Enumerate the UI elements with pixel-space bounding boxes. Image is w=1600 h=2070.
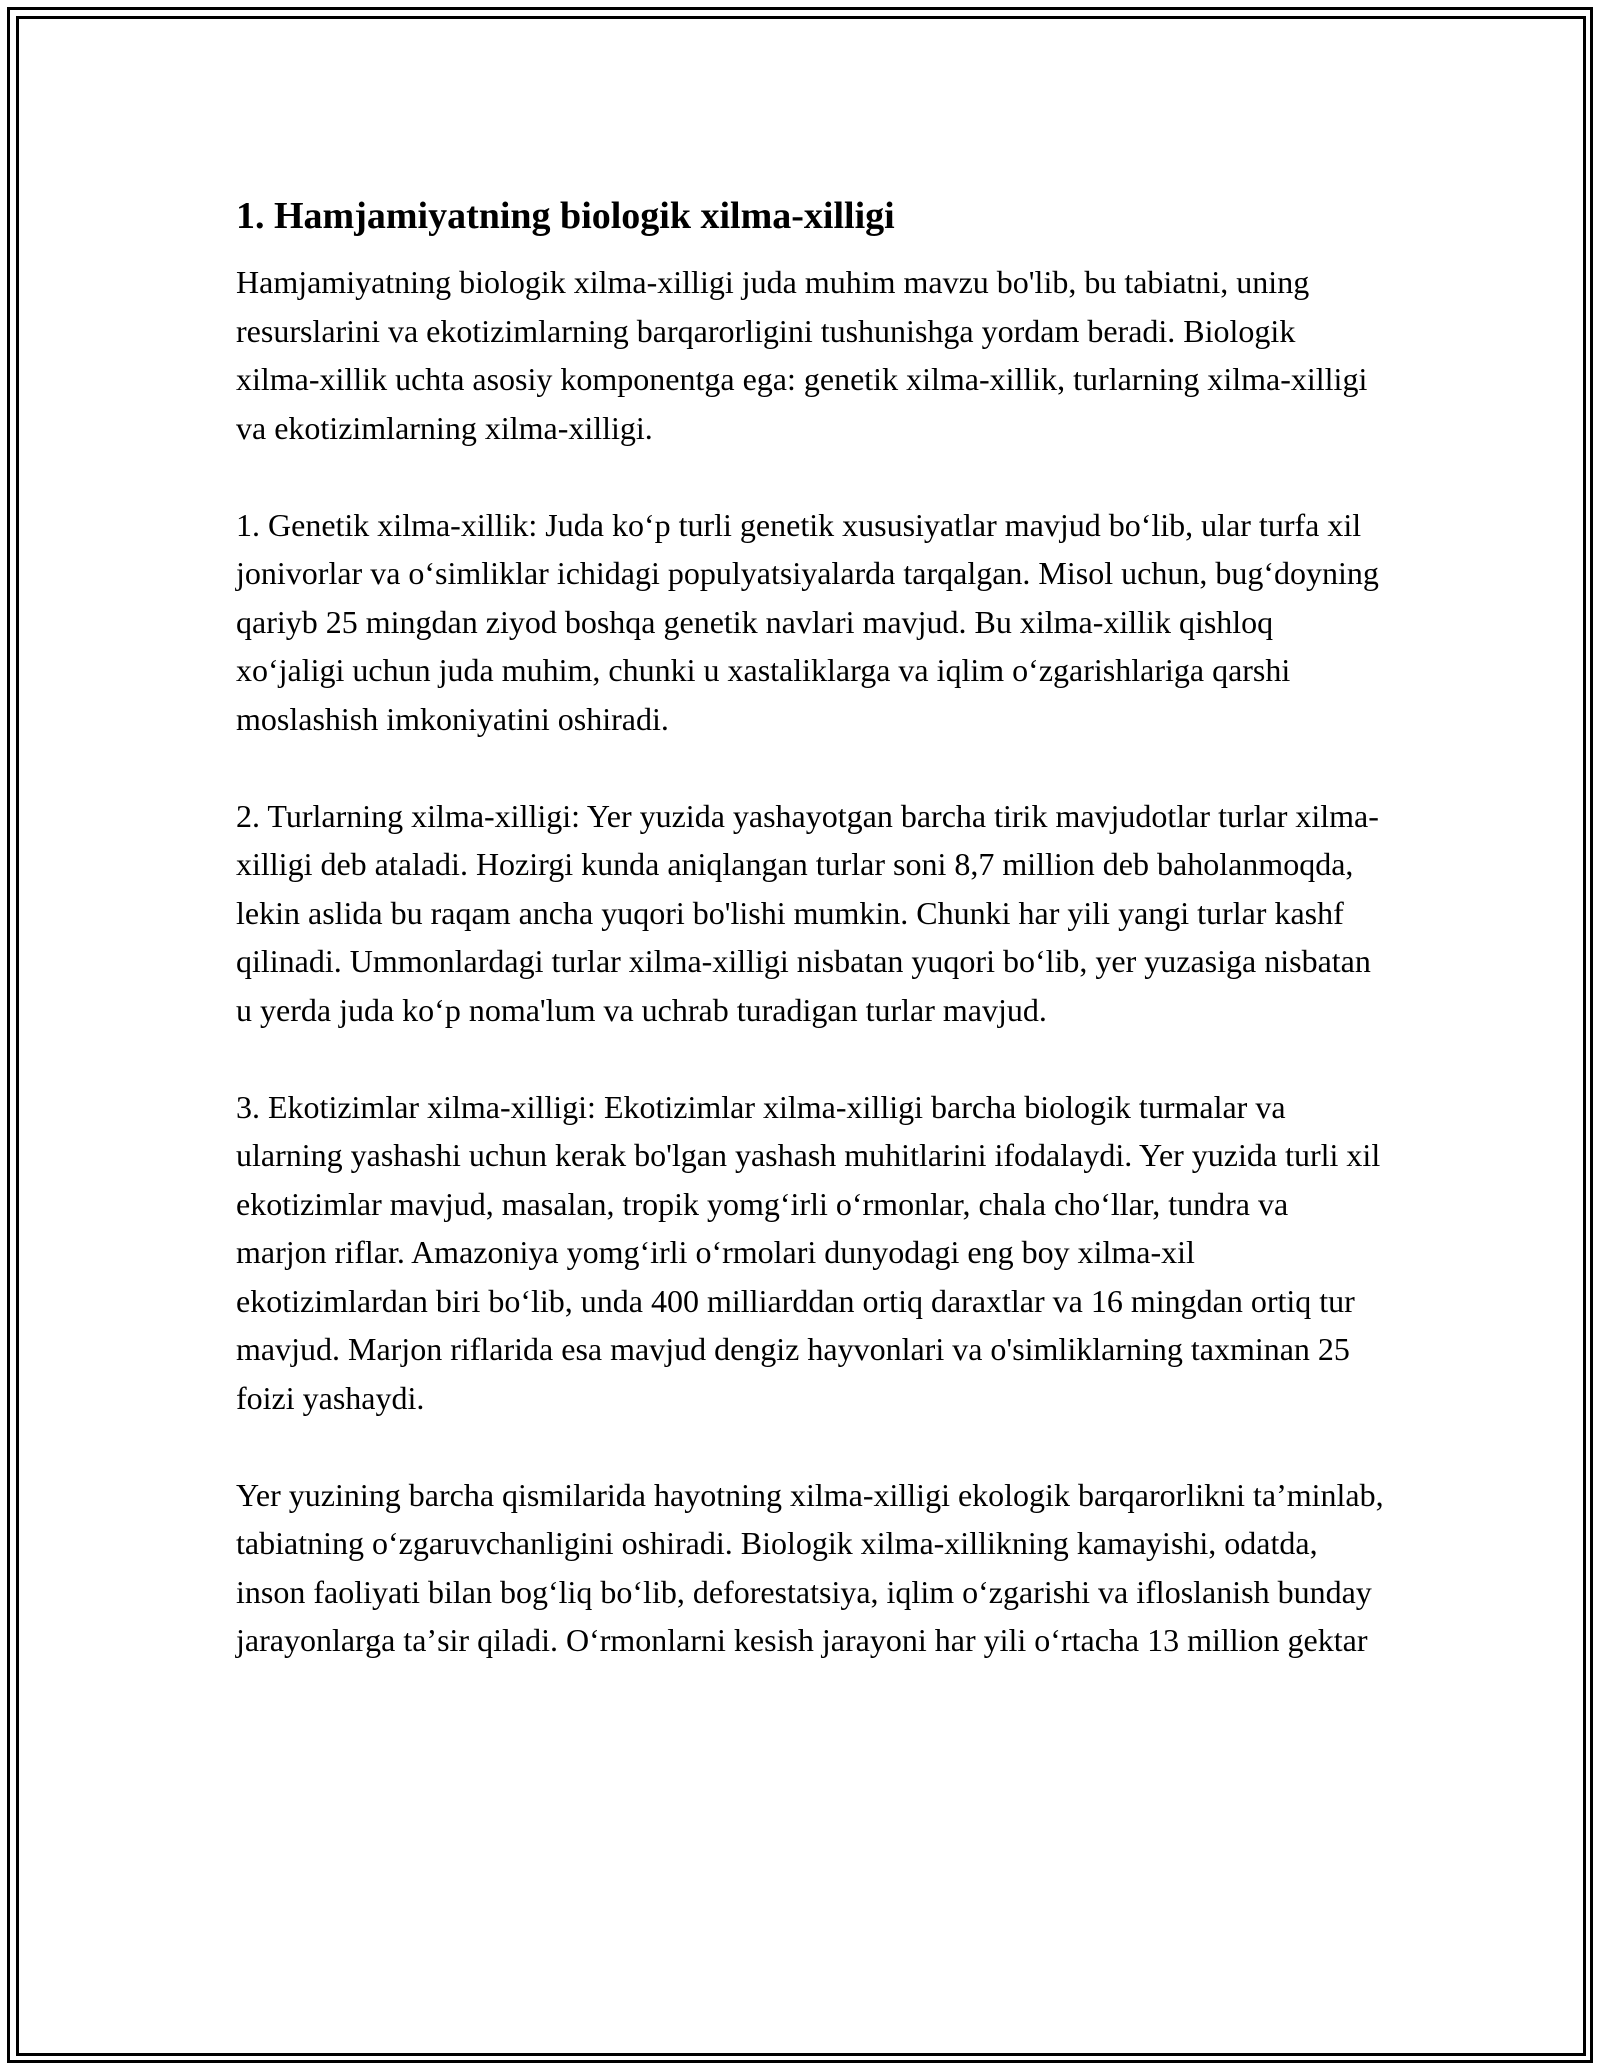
paragraph-intro: Hamjamiyatning biologik xilma-xilligi juda muhim mavzu bo'lib, bu tabiatni, uning resurslarini va ekotizimlarning barqarorligini tushunishga yordam beradi. Biologik xilma-xillik uchta asosiy komponentga ega: genetik xilma-xillik, turlarning xilma-xilligi va ekotizimlarning xilma-xilligi. [236,264,1368,446]
paragraph-conclusion: Yer yuzining barcha qismilarida hayotning xilma-xilligi ekologik barqarorlikni taʼminlab, tabiatning oʻzgaruvchanligini oshiradi. Biologik xilma-xillikning kamayishi, odatda, inson faoliyati bilan bogʻliq boʻlib, deforestatsiya, iqlim oʻzgarishi va ifloslanish bunday jarayonlarga taʼsir qiladi. Oʻrmonlarni kesish jarayoni har yili oʻrtacha 13 million gektar [236,1476,1384,1658]
paragraph-ecosystem-diversity: 3. Ekotizimlar xilma-xilligi: Ekotizimlar xilma-xilligi barcha biologik turmalar va ularning yashashi uchun kerak bo'lgan yashash muhitlarini ifodalaydi. Yer yuzida turli xil ekotizimlar mavjud, masalan, tropik yomgʻirli oʻrmonlar, chala choʻllar, tundra va marjon riflar. Amazoniya yomgʻirli oʻrmolari dunyodagi eng boy xilma-xil ekotizimlardan biri boʻlib, unda 400 milliarddan ortiq daraxtlar va 16 mingdan ortiq tur mavjud. Marjon riflarida esa mavjud dengiz hayvonlari va o'simliklarning taxminan 25 foizi yashaydi. [236,1088,1381,1416]
paragraph-genetic-diversity: 1. Genetik xilma-xillik: Juda koʻp turli genetik xususiyatlar mavjud boʻlib, ular turfa xil jonivorlar va oʻsimliklar ichidagi populyatsiyalarda tarqalgan. Misol uchun, bugʻdoyning qariyb 25 mingdan ziyod boshqa genetik navlari mavjud. Bu xilma-xillik qishloq xoʻjaligi uchun juda muhim, chunki u xastaliklarga va iqlim oʻzgarishlariga qarshi moslashish imkoniyatini oshiradi. [236,506,1379,737]
document-body [236,186,1386,1665]
page-title: 1. Hamjamiyatning biologik xilma-xilligi [236,195,895,237]
paragraph-species-diversity: 2. Turlarning xilma-xilligi: Yer yuzida yashayotgan barcha tirik mavjudotlar turlar xilma-xilligi deb ataladi. Hozirgi kunda aniqlangan turlar soni 8,7 million deb baholanmoqda, lekin aslida bu raqam ancha yuqori bo'lishi mumkin. Chunki har yili yangi turlar kashf qilinadi. Ummonlardagi turlar xilma-xilligi nisbatan yuqori boʻlib, yer yuzasiga nisbatan u yerda juda koʻp noma'lum va uchrab turadigan turlar mavjud. [236,797,1379,1028]
